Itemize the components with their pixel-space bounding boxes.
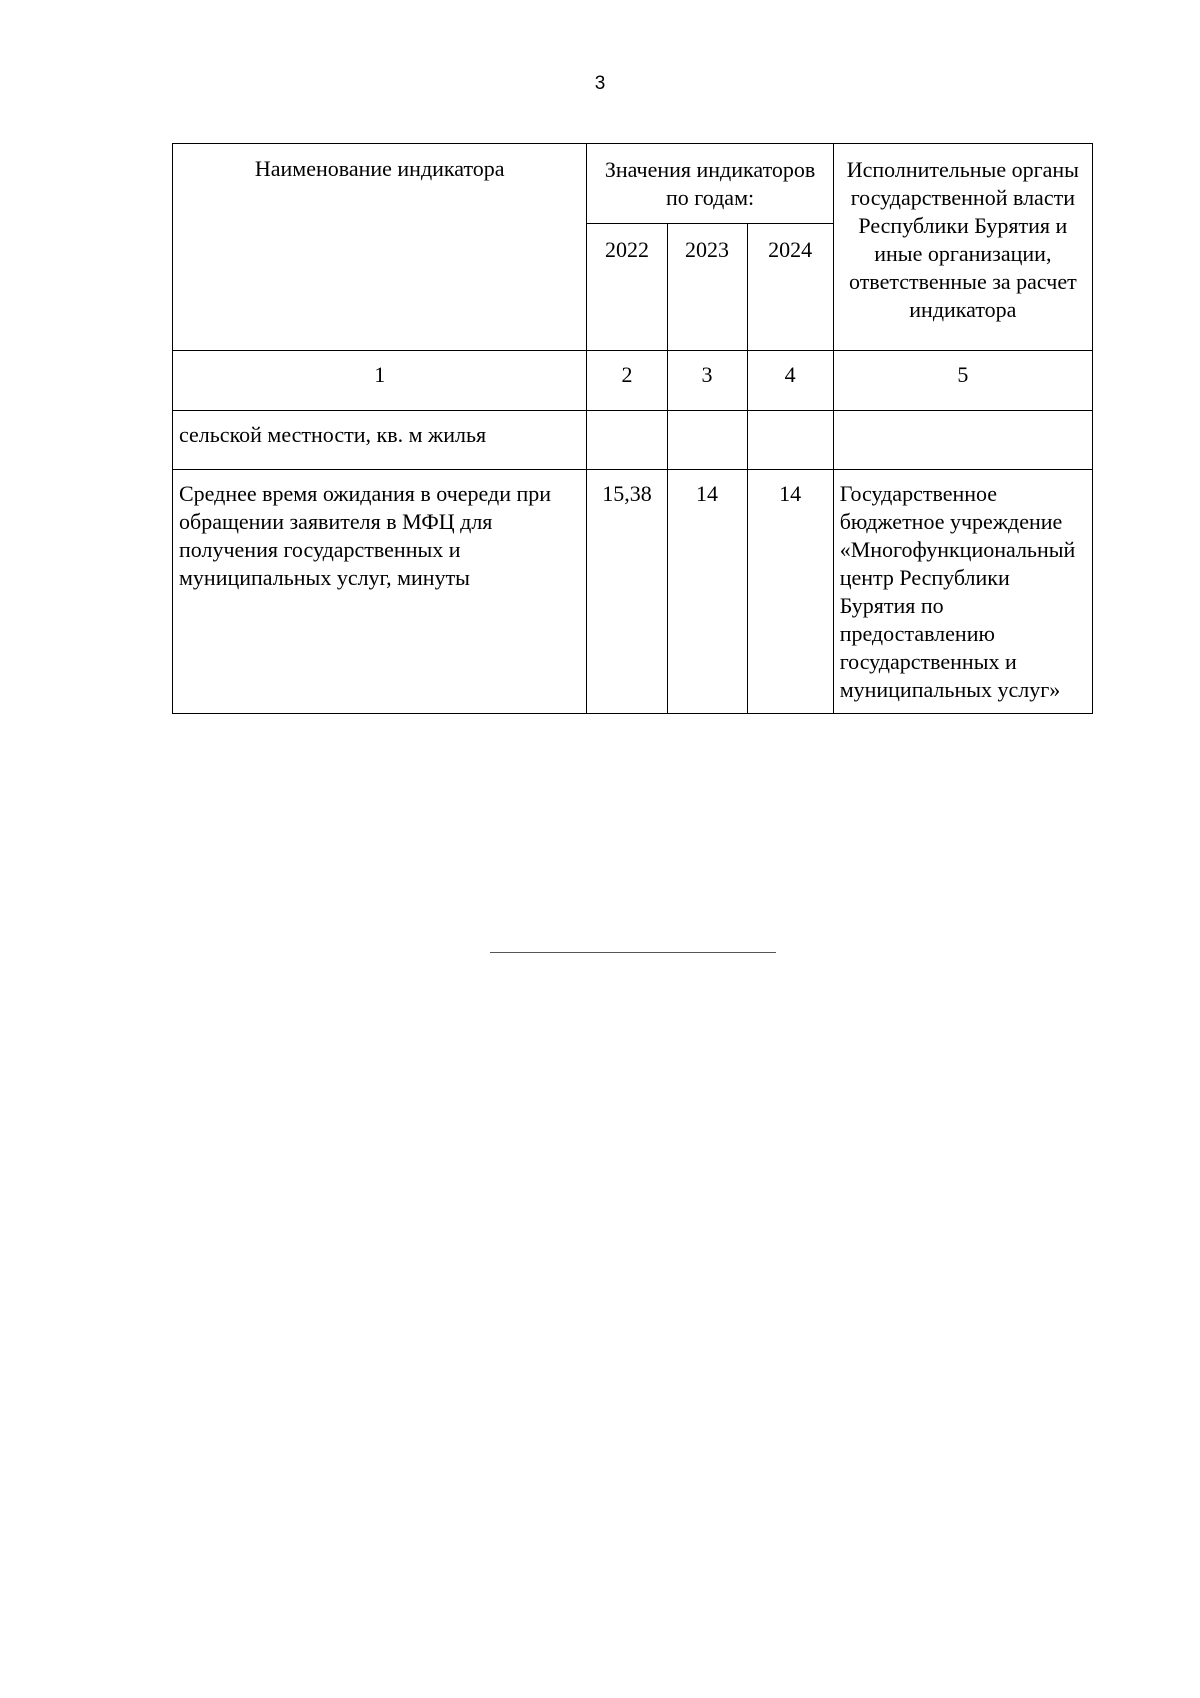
value-2022-cell (587, 411, 667, 470)
page-number: 3 (594, 73, 606, 94)
responsible-cell (833, 411, 1092, 470)
header-year-2023: 2023 (667, 224, 747, 351)
header-indicator-name: Наименование индикатора (173, 144, 587, 351)
value-2024-cell: 14 (747, 470, 833, 714)
value-2022-cell: 15,38 (587, 470, 667, 714)
column-number-4: 4 (747, 351, 833, 411)
column-number-3: 3 (667, 351, 747, 411)
header-row-top (173, 144, 1093, 224)
header-responsible: Исполнительные органы государственной власти Республики Бурятия и иные организации, ответственные за расчет индикатора (833, 144, 1092, 351)
value-2024-cell (747, 411, 833, 470)
responsible-cell: Государственное бюджетное учреждение «Многофункциональный центр Республики Бурятия по предоставлению государственных и муниципальных услуг» (833, 470, 1092, 714)
table-row (173, 470, 1093, 714)
column-number-1: 1 (173, 351, 587, 411)
indicator-name-cell: Среднее время ожидания в очереди при обращении заявителя в МФЦ для получения государственных и муниципальных услуг, минуты (173, 470, 587, 714)
column-number-row (173, 351, 1093, 411)
header-year-2024: 2024 (747, 224, 833, 351)
indicator-name-cell: сельской местности, кв. м жилья (173, 411, 587, 470)
value-2023-cell: 14 (667, 470, 747, 714)
end-separator-line (490, 952, 776, 953)
column-number-5: 5 (833, 351, 1092, 411)
header-year-2022: 2022 (587, 224, 667, 351)
table-row (173, 411, 1093, 470)
value-2023-cell (667, 411, 747, 470)
header-values-by-year: Значения индикаторов по годам: (587, 144, 833, 224)
column-number-2: 2 (587, 351, 667, 411)
indicators-table (172, 143, 1093, 714)
